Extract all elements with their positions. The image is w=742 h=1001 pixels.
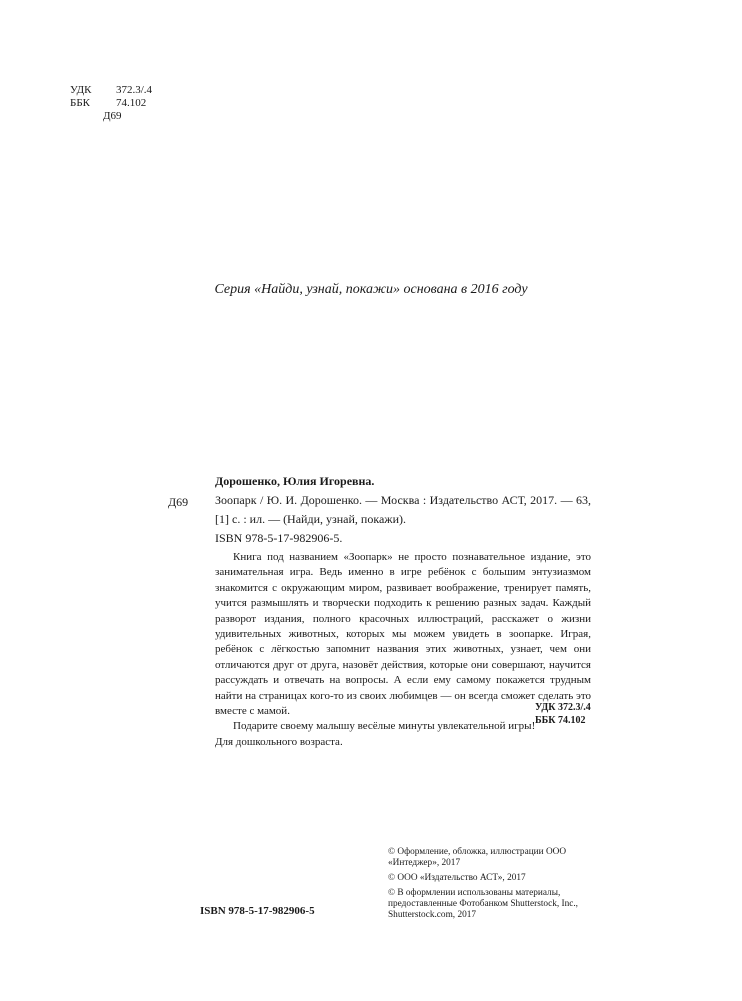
author-sign-top: Д69 bbox=[103, 110, 122, 122]
copyright-line-3: © В оформлении использованы материалы, предоставленные Фотобанком Shutterstock, Inc., Shutterstock.com, 2017 bbox=[388, 888, 579, 920]
udk-value: 372.3/.4 bbox=[116, 84, 153, 96]
catalog-classification bbox=[535, 701, 591, 727]
catalog-isbn: ISBN 978-5-17-982906-5. bbox=[215, 531, 343, 545]
bbk-row bbox=[70, 97, 152, 110]
catalog-author-sign: Д69 bbox=[168, 495, 189, 509]
bbk-label: ББК bbox=[70, 97, 90, 109]
top-classification-block bbox=[70, 84, 152, 123]
age-note: Для дошкольного возраста. bbox=[215, 735, 343, 748]
catalog-bbk: ББК 74.102 bbox=[535, 715, 586, 726]
annotation-gift: Подарите своему малышу весёлые минуты увлекательной игры! bbox=[233, 720, 536, 733]
annotation-main: Книга под названием «Зоопарк» не просто познавательное издание, это занимательная игра. Ведь именно в игре ребёнок с большим энтузиазмом знакомится с окружающим миром, развивает воображение, тренирует память, учится размышлять и творчески подходить к решению разных задач. Каждый разворот издания, полного красочных иллюстраций, расскажет о жизни удивительных животных, которых мы можем увидеть в зоопарке. Играя, ребёнок с лёгкостью запомнит названия этих животных, узнает, чем они отличаются друг от друга, назовёт действия, которые они совершают, научится рассуждать и отвечать на вопросы. А если ему самому покажется трудным найти на страницах кого-то из своих любимцев — он всегда сможет сделать это вместе с мамой. bbox=[215, 551, 591, 718]
catalog-author-heading: Дорошенко, Юлия Игоревна. bbox=[215, 474, 375, 488]
catalog-description: Зоопарк / Ю. И. Дорошенко. — Москва : Издательство АСТ, 2017. — 63, [1] с. : ил. — (Найди, узнай, покажи). bbox=[215, 493, 591, 526]
copyright-block bbox=[388, 847, 598, 925]
bbk-value: 74.102 bbox=[116, 97, 147, 109]
udk-row bbox=[70, 84, 152, 97]
catalog-udk: УДК 372.3/.4 bbox=[535, 702, 591, 713]
isbn-bottom: ISBN 978-5-17-982906-5 bbox=[200, 905, 315, 917]
series-note: Серия «Найди, узнай, покажи» основана в 2016 году bbox=[214, 282, 528, 297]
copyright-line-1: © Оформление, обложка, иллюстрации ООО «Интеджер», 2017 bbox=[388, 847, 567, 868]
udk-label: УДК bbox=[70, 84, 92, 96]
copyright-line-2: © ООО «Издательство АСТ», 2017 bbox=[388, 873, 526, 883]
